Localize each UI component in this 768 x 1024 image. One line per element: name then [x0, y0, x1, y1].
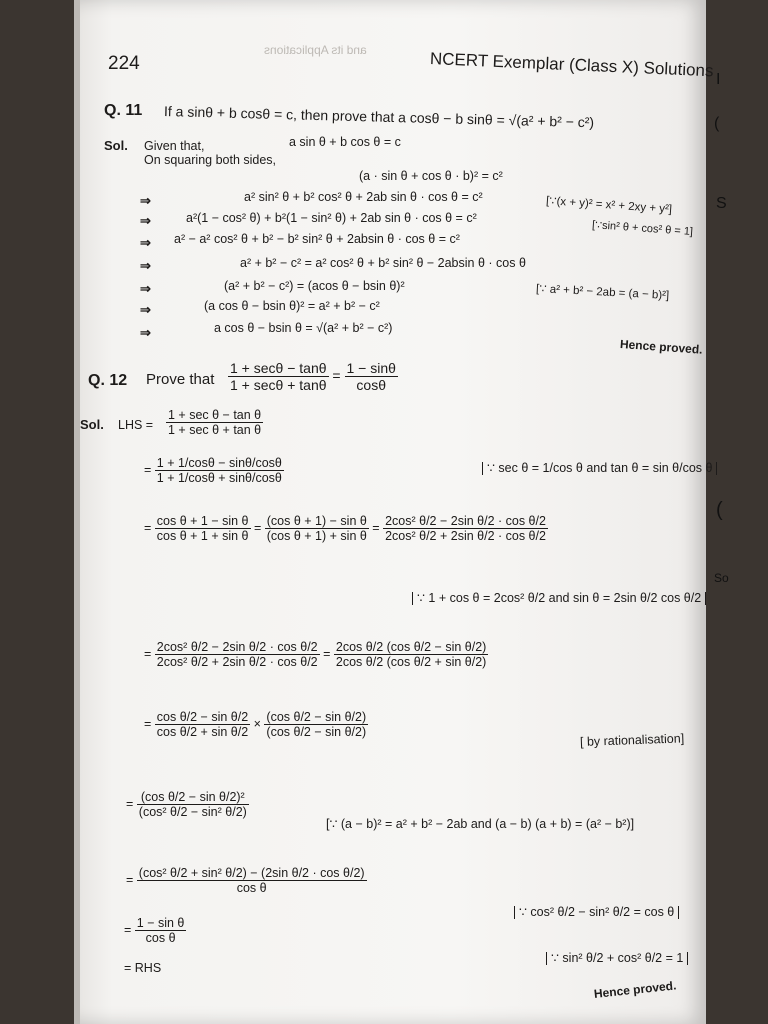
implies-arrow: ⇒ — [140, 325, 151, 340]
q11-given-intro: Given that, — [144, 139, 205, 153]
q12-step-1: $\frac{\text{1 + sec θ − tan θ}}{\text{1 + sec θ + tan θ}}$ — [168, 408, 262, 438]
q12-lhs-label: LHS = — [118, 418, 154, 432]
q11-note-2: [∵sin² θ + cos² θ = 1] — [591, 219, 694, 239]
q12-step-4: = $\frac{\text{2cos² θ/2 − 2sin θ/2 · cos θ/2}}{\text{2cos² θ/2 + 2sin θ/2 · cos θ/2}}$ = $\frac{\text{2cos θ/2 (cos θ/2 − sin θ/2)}}{\text{2cos θ/2 (cos θ/2 + sin θ/2)}}$ — [144, 640, 487, 670]
q11-line-5: a² + b² − c² = a² cos² θ + b² sin² θ − 2absin θ · cos θ — [240, 256, 526, 270]
q12-note-2: ∵ sec θ = 1/cos θ and tan θ = sin θ/cos θ — [482, 462, 717, 475]
q11-given-eq: a sin θ + b cos θ = c — [289, 135, 401, 149]
q12-note-7a: ∵ cos² θ/2 − sin² θ/2 = cos θ — [514, 906, 679, 919]
implies-arrow: ⇒ — [140, 302, 151, 317]
q12-step-5: = $\frac{\text{cos θ/2 − sin θ/2}}{\text{cos θ/2 + sin θ/2}}$ × $\frac{\text{(cos θ/2 − sin θ/2)}}{\text{(cos θ/2 − sin θ/2)}}$ — [144, 710, 367, 740]
page-gutter — [74, 0, 80, 1024]
q12-note-5: [ by rationalisation] — [579, 731, 685, 749]
q12-hence-proved: Hence proved. — [593, 978, 677, 1001]
q11-line-1: (a · sin θ + cos θ · b)² = c² — [359, 169, 503, 183]
q11-line-6: (a² + b² − c²) = (acos θ − bsin θ)² — [224, 279, 405, 293]
q11-note-3: [∵ a² + b² − 2ab = (a − b)²] — [535, 283, 670, 302]
q11-line-3: a²(1 − cos² θ) + b²(1 − sin² θ) + 2ab sin θ · cos θ = c² — [186, 211, 477, 225]
q12-step-2: = $\frac{1 + 1/\cos\theta - \sin\theta/\cos\theta}{1 + 1/\cos\theta + \sin\theta/\cos\theta}$ — [144, 456, 282, 486]
q11-line-2: a² sin² θ + b² cos² θ + 2ab sin θ · cos θ = c² — [244, 190, 483, 204]
implies-arrow: ⇒ — [140, 193, 151, 208]
q11-line-8: a cos θ − bsin θ = √(a² + b² − c²) — [214, 321, 393, 335]
q11-line-7: (a cos θ − bsin θ)² = a² + b² − c² — [204, 299, 380, 313]
q12-statement-fractions: $\frac{1 + \sec\theta - \tan\theta}{1 + \sec\theta + \tan\theta}$ = $\frac{1 - \sin\theta}{\cos\theta}$ — [230, 360, 396, 394]
q12-step-7: = $\frac{\text{(cos² θ/2 + sin² θ/2) − (2sin θ/2 · cos θ/2)}}{\text{cos θ}}$ — [126, 866, 365, 896]
q12-rhs: = RHS — [124, 961, 162, 975]
q11-sol-label: Sol. — [104, 138, 128, 153]
margin-mark: ( — [716, 499, 723, 521]
margin-mark: I — [716, 71, 721, 88]
q12-step-8: = $\frac{\text{1 − sin θ}}{\text{cos θ}}$ — [124, 916, 185, 946]
q12-note-3: ∵ 1 + cos θ = 2cos² θ/2 and sin θ = 2sin θ/2 cos θ/2 — [412, 592, 706, 605]
implies-arrow: ⇒ — [140, 213, 151, 228]
q11-squaring-text: On squaring both sides, — [144, 153, 277, 167]
q12-label: Q. 12 — [88, 372, 128, 389]
q11-label: Q. 11 — [104, 102, 143, 119]
q12-lhs-fraction: $\frac{1 + \sec\theta - \tan\theta}{1 + \sec\theta + \tan\theta}$ — [230, 360, 327, 394]
q12-note-7b: ∵ sin² θ/2 + cos² θ/2 = 1 — [546, 952, 688, 965]
q12-step-3: = $\frac{\text{cos θ + 1 − sin θ}}{\text{cos θ + 1 + sin θ}}$ = $\frac{\text{(cos θ + 1) − sin θ}}{\text{(cos θ + 1) + sin θ}}$ = $\frac{\text{2cos² θ/2 − 2sin θ/2 · cos θ/2}}{\text{2cos² θ/2 + 2sin θ/2 · cos θ/2}}$ — [144, 514, 546, 544]
q11-statement: If a sinθ + b cosθ = c, then prove that a cosθ − b sinθ = √(a² + b² − c²) — [163, 103, 595, 131]
implies-arrow: ⇒ — [140, 235, 151, 250]
q11-hence-proved: Hence proved. — [619, 337, 703, 357]
page-number: 224 — [108, 53, 140, 74]
q12-rhs-fraction: $\frac{1 - \sin\theta}{\cos\theta}$ — [346, 360, 396, 394]
implies-arrow: ⇒ — [140, 281, 151, 296]
q12-sol-label: Sol. — [80, 417, 104, 432]
q11-line-4: a² − a² cos² θ + b² − b² sin² θ + 2absin θ · cos θ = c² — [174, 232, 460, 246]
page-header: NCERT Exemplar (Class X) Solutions — [429, 49, 714, 81]
q12-note-6: [∵ (a − b)² = a² + b² − 2ab and (a − b) (a + b) = (a² − b²)] — [326, 817, 635, 831]
textbook-page — [74, 0, 729, 1024]
bleed-through-header: and its Applications — [264, 43, 367, 57]
margin-mark: S — [716, 195, 727, 212]
margin-mark: So — [714, 571, 729, 585]
margin-mark: ( — [714, 115, 720, 132]
q12-step-6: = $\frac{\text{(cos θ/2 − sin θ/2)²}}{\text{(cos² θ/2 − sin² θ/2)}}$ — [126, 790, 247, 820]
implies-arrow: ⇒ — [140, 258, 151, 273]
q11-note-1: [∵(x + y)² = x² + 2xy + y²] — [545, 195, 673, 216]
q12-prove-text: Prove that — [146, 371, 215, 388]
